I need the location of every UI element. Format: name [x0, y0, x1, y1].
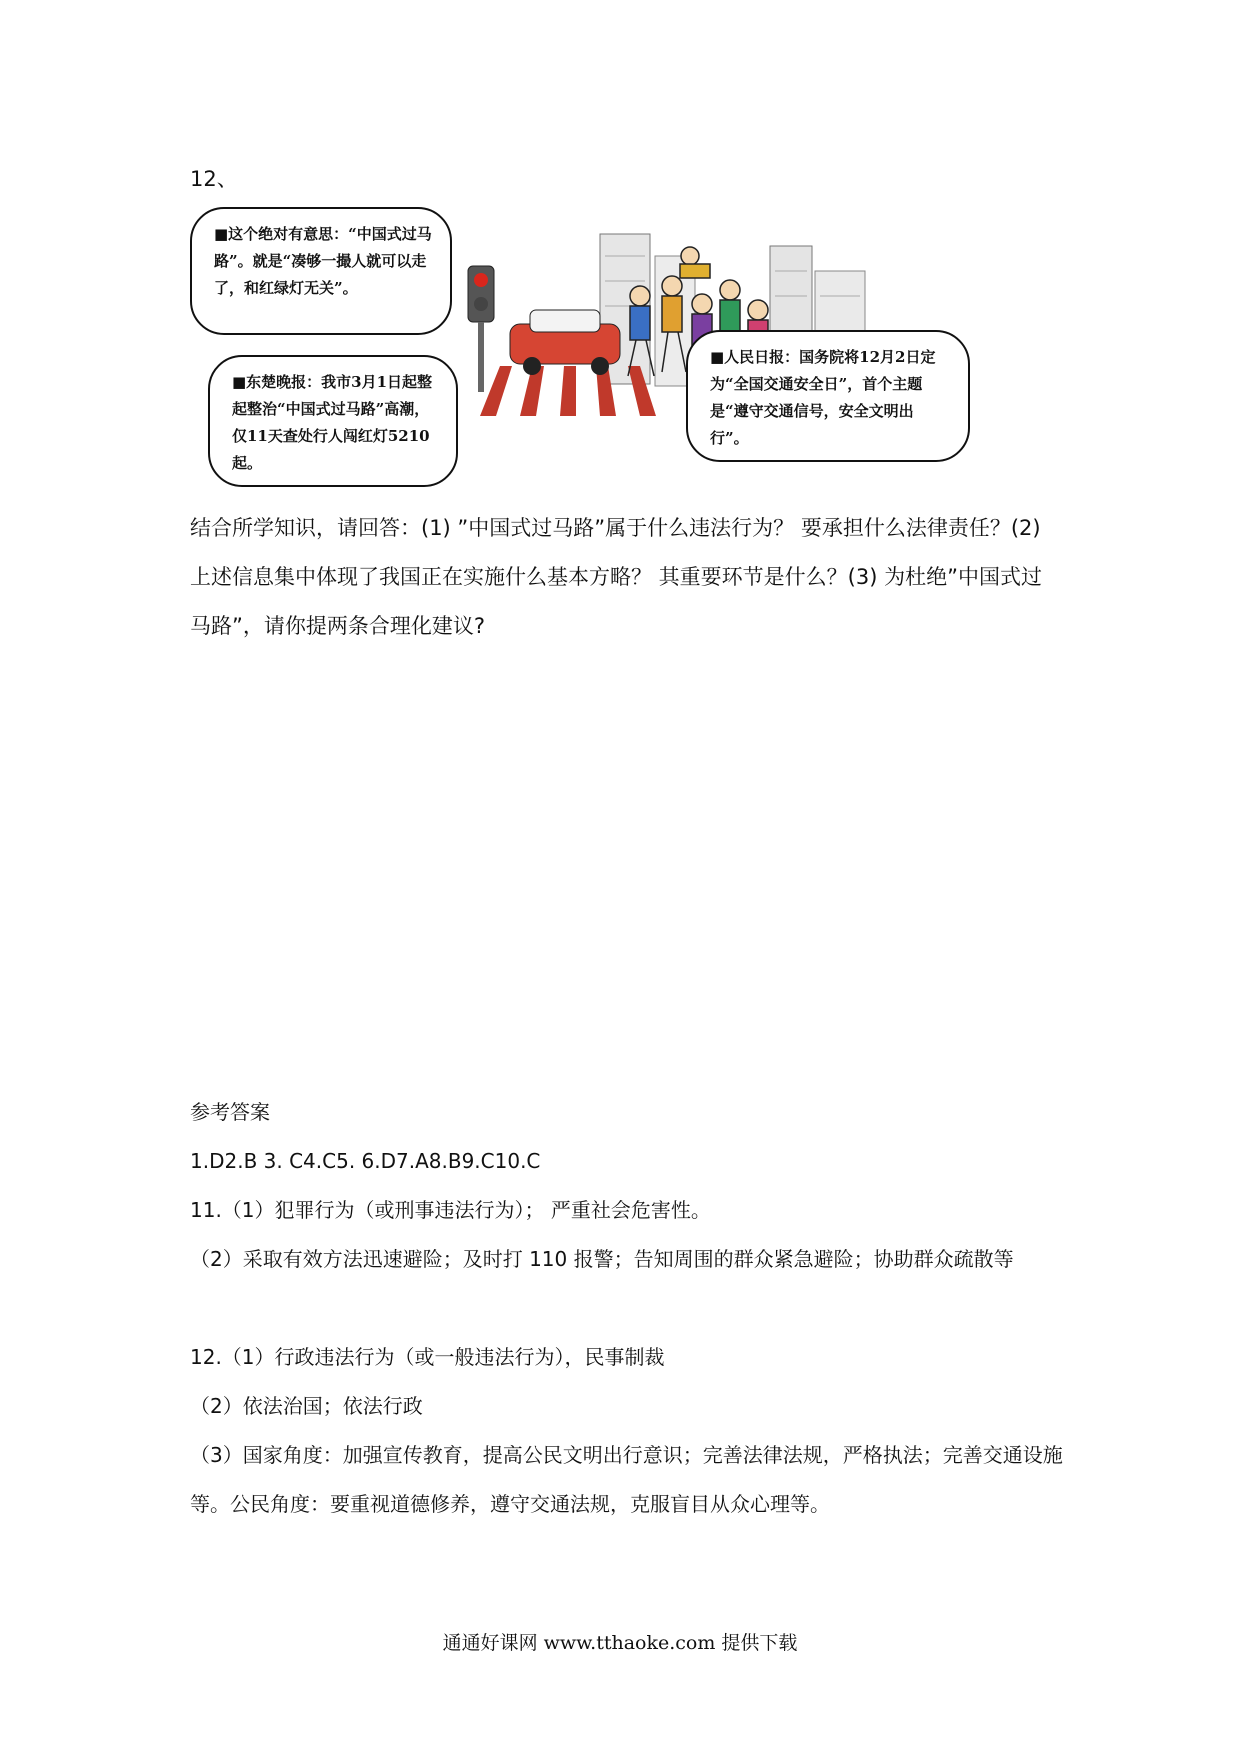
answer-line-4: 12.（1）行政违法行为（或一般违法行为），民事制裁: [190, 1345, 665, 1369]
page-footer: 通通好课网 www.tthaoke.com 提供下载: [442, 1632, 798, 1654]
answer-line-5: （2）依法治国；依法行政: [190, 1394, 423, 1418]
question-number: 12、: [190, 167, 238, 191]
answer-line-6: （3）国家角度：加强宣传教育，提高公民文明出行意识；完善法律法规，严格执法；完善交通设施等。公民角度：要重视道德修养，遵守交通法规，克服盲目从众心理等。: [190, 1443, 1063, 1516]
answer-line-2: 11.（1）犯罪行为（或刑事违法行为）； 严重社会危害性。: [190, 1198, 711, 1222]
speech-bubble-peoples-daily: ■人民日报：国务院将12月2日定为“全国交通安全日”，首个主题是“遵守交通信号，安全文明出行”。: [686, 330, 970, 462]
speech-bubble-comment: ■这个绝对有意思：“中国式过马路”。就是“凑够一撮人就可以走了，和红绿灯无关”。: [190, 207, 452, 335]
speech-bubble-local-news: ■东楚晚报：我市3月1日起整起整治“中国式过马路”高潮，仅11天查处行人闯红灯5210起。: [208, 355, 458, 487]
question-text: 结合所学知识，请回答：(1) ”中国式过马路”属于什么违法行为？ 要承担什么法律责任？(2) 上述信息集中体现了我国正在实施什么基本方略？ 其重要环节是什么？(3) 为杜绝”中国式过马路”，请你提两条合理化建议?: [190, 516, 1042, 638]
answer-line-1: 1.D2.B 3. C4.C5. 6.D7.A8.B9.C10.C: [190, 1149, 541, 1173]
cartoon-figure: [190, 202, 980, 494]
answers-heading: 参考答案: [190, 1100, 270, 1124]
answer-line-3: （2）采取有效方法迅速避险；及时打 110 报警；告知周围的群众紧急避险；协助群众疏散等: [190, 1247, 1014, 1271]
